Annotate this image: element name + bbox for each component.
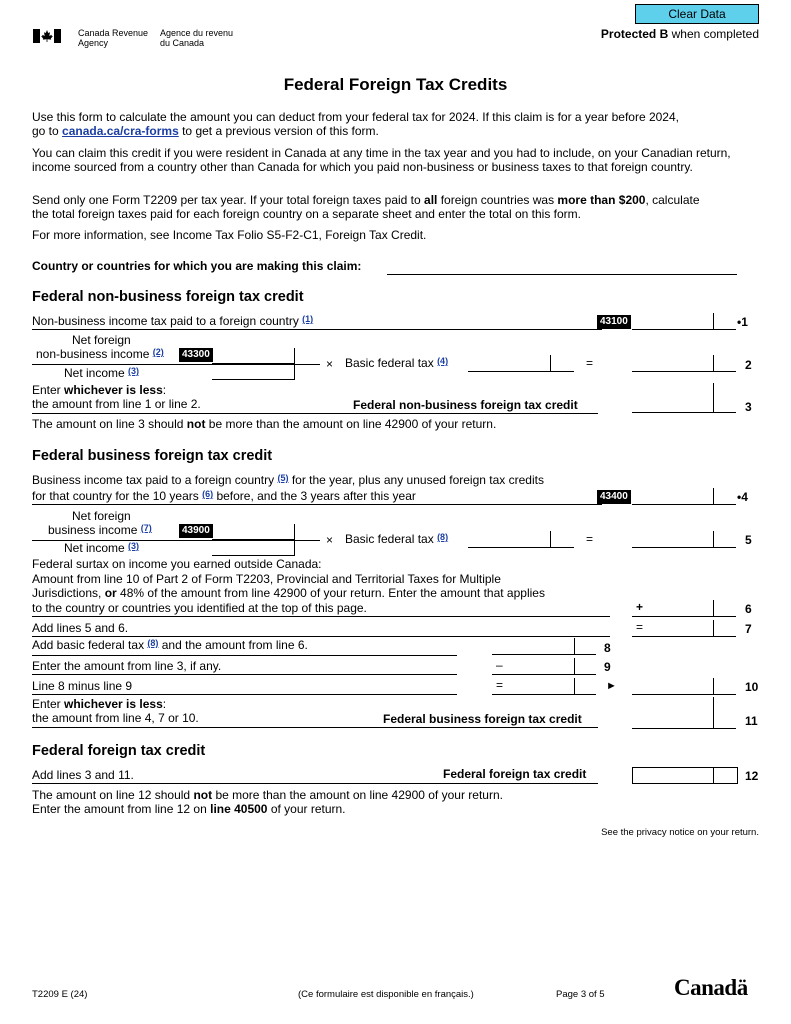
line-5-net-foreign-input[interactable] <box>212 523 294 540</box>
line-11-amount-input[interactable] <box>632 712 736 729</box>
line-2-bft-input[interactable] <box>468 355 574 372</box>
line-8-label: Add basic federal tax $^{(8)}$ and the amount from line 6. <box>32 638 308 652</box>
agency-name-en: Canada Revenue Agency <box>78 28 149 48</box>
form-title: Federal Foreign Tax Credits <box>283 75 508 94</box>
equals-sign: = <box>636 620 644 634</box>
line-3-instruction: Enter whichever is less: the amount from line 1 or line 2. <box>32 383 201 411</box>
line-number-8: 8 <box>604 641 611 655</box>
line-4-amount-input[interactable] <box>632 488 736 505</box>
line-number-2: 2 <box>745 358 752 372</box>
french-availability: (Ce formulaire est disponible en français.) <box>298 989 474 1000</box>
line-2-nbi-label: non-business income $^{(2)}$ <box>36 347 164 361</box>
line-10-amount-input[interactable] <box>632 678 736 695</box>
line-10-subtotal-input[interactable] <box>492 678 596 695</box>
intro-paragraph-3: Send only one Form T2209 per tax year. If your total foreign taxes paid to all foreign countries was more than $200, calculate the total foreign taxes paid for each foreign country on a separate sheet and enter the total on this form. <box>32 193 700 221</box>
multiply-sign: × <box>326 533 334 547</box>
line-2-net-income-input[interactable] <box>212 363 294 380</box>
line-3-note: The amount on line 3 should not be more than the amount on line 42900 of your return. <box>32 417 497 431</box>
line-3-amount-input[interactable] <box>632 396 736 413</box>
privacy-notice: See the privacy notice on your return. <box>601 827 759 838</box>
arrow-right-icon: ► <box>606 680 617 692</box>
line-2-net-foreign-input[interactable] <box>212 347 294 364</box>
line-12-label: Add lines 3 and 11. <box>32 768 134 782</box>
line-2-bft-label: Basic federal tax $^{(4)}$ <box>345 356 449 370</box>
line-number-4: •4 <box>737 490 748 504</box>
line-12-result-label: Federal foreign tax credit <box>443 767 587 781</box>
protected-b-label: Protected B when completed <box>600 27 759 41</box>
line-5-bft-label: Basic federal tax $^{(8)}$ <box>345 532 449 546</box>
line-4-label: Business income tax paid to a foreign country $^{(5)}$ for the year, plus any unused foreign tax credits for that country for the 10 years $^{(6)}$ before, and the 3 years after this year <box>32 473 544 503</box>
plus-sign: + <box>636 600 644 614</box>
line-1-label: Non-business income tax paid to a foreign country $^{(1)}$ <box>32 314 314 328</box>
line-code-43900: 43900 <box>179 524 213 538</box>
line-number-11: 11 <box>745 714 758 728</box>
line-7-label: Add lines 5 and 6. <box>32 621 129 635</box>
line-2-amount-input[interactable] <box>632 355 736 372</box>
line-5-net-income-label: Net income $^{(3)}$ <box>64 541 140 555</box>
line-number-9: 9 <box>604 660 611 674</box>
line-2-net-income-label: Net income $^{(3)}$ <box>64 366 140 380</box>
section-heading-non-business: Federal non-business foreign tax credit <box>32 289 304 305</box>
section-heading-foreign-tax-credit: Federal foreign tax credit <box>32 743 206 759</box>
line-11-result-label: Federal business foreign tax credit <box>383 712 582 726</box>
canada-flag-icon <box>33 29 61 43</box>
line-12-notes: The amount on line 12 should not be more than the amount on line 42900 of your return. Enter the amount from line 12 on line 40500 of your return. <box>32 788 503 816</box>
intro-paragraph-4: For more information, see Income Tax Folio S5-F2-C1, Foreign Tax Credit. <box>32 228 427 242</box>
line-6-label: Federal surtax on income you earned outside Canada: Amount from line 10 of Part 2 of Form T2203, Provincial and Territorial Taxes for Multiple Jurisdictions, or 48% of the amount from line 42900 of your return. Enter the amount that applies to the country or countries you identified at the top of this page. <box>32 557 545 615</box>
line-code-43300: 43300 <box>179 348 213 362</box>
line-number-3: 3 <box>745 400 752 414</box>
line-number-10: 10 <box>745 680 759 694</box>
intro-paragraph-1: Use this form to calculate the amount you can deduct from your federal tax for 2024. If this claim is for a year before 2024, go to canada.ca/cra-forms to get a previous version of this form. <box>32 110 679 138</box>
line-1-amount-input[interactable] <box>632 313 736 330</box>
line-9-amount-input[interactable] <box>492 658 596 675</box>
line-12-amount-input[interactable] <box>632 767 738 784</box>
line-5-amount-input[interactable] <box>632 531 736 548</box>
multiply-sign: × <box>326 357 334 371</box>
line-5-net-foreign: Net foreign <box>72 509 131 523</box>
line-8-amount-input[interactable] <box>492 638 596 655</box>
canada-wordmark: Canadä <box>674 975 748 1000</box>
cra-forms-link[interactable]: canada.ca/cra-forms <box>62 124 179 138</box>
line-number-1: •1 <box>737 315 748 329</box>
line-code-43100: 43100 <box>597 315 631 329</box>
line-9-label: Enter the amount from line 3, if any. <box>32 659 222 673</box>
country-input[interactable] <box>387 258 737 275</box>
line-number-6: 6 <box>745 602 752 616</box>
line-number-5: 5 <box>745 533 752 547</box>
page-number: Page 3 of 5 <box>556 989 605 1000</box>
clear-data-button[interactable]: Clear Data <box>635 4 759 24</box>
line-number-12: 12 <box>745 769 759 783</box>
line-5-bft-input[interactable] <box>468 531 574 548</box>
line-11-instruction: Enter whichever is less: the amount from line 4, 7 or 10. <box>32 697 199 725</box>
section-heading-business: Federal business foreign tax credit <box>32 448 273 464</box>
intro-paragraph-2: You can claim this credit if you were resident in Canada at any time in the tax year and you had to include, on your Canadian return, income sourced from a country other than Canada for which you paid non-business or business taxes to that foreign country. <box>32 146 731 174</box>
line-3-result-label: Federal non-business foreign tax credit <box>353 398 578 412</box>
minus-sign: – <box>496 658 503 672</box>
line-6-amount-input[interactable] <box>632 600 736 617</box>
equals-sign: = <box>586 532 594 546</box>
country-label: Country or countries for which you are making this claim: <box>32 259 362 273</box>
line-7-amount-input[interactable] <box>632 620 736 637</box>
line-2-net-foreign: Net foreign <box>72 333 131 347</box>
line-5-bi-label: business income $^{(7)}$ <box>48 523 152 537</box>
line-code-43400: 43400 <box>597 490 631 504</box>
line-number-7: 7 <box>745 622 752 636</box>
equals-sign: = <box>496 678 504 692</box>
agency-name-fr: Agence du revenu du Canada <box>160 28 234 48</box>
line-10-label: Line 8 minus line 9 <box>32 679 133 693</box>
equals-sign: = <box>586 356 594 370</box>
form-identifier: T2209 E (24) <box>32 989 88 1000</box>
line-5-net-income-input[interactable] <box>212 539 294 556</box>
